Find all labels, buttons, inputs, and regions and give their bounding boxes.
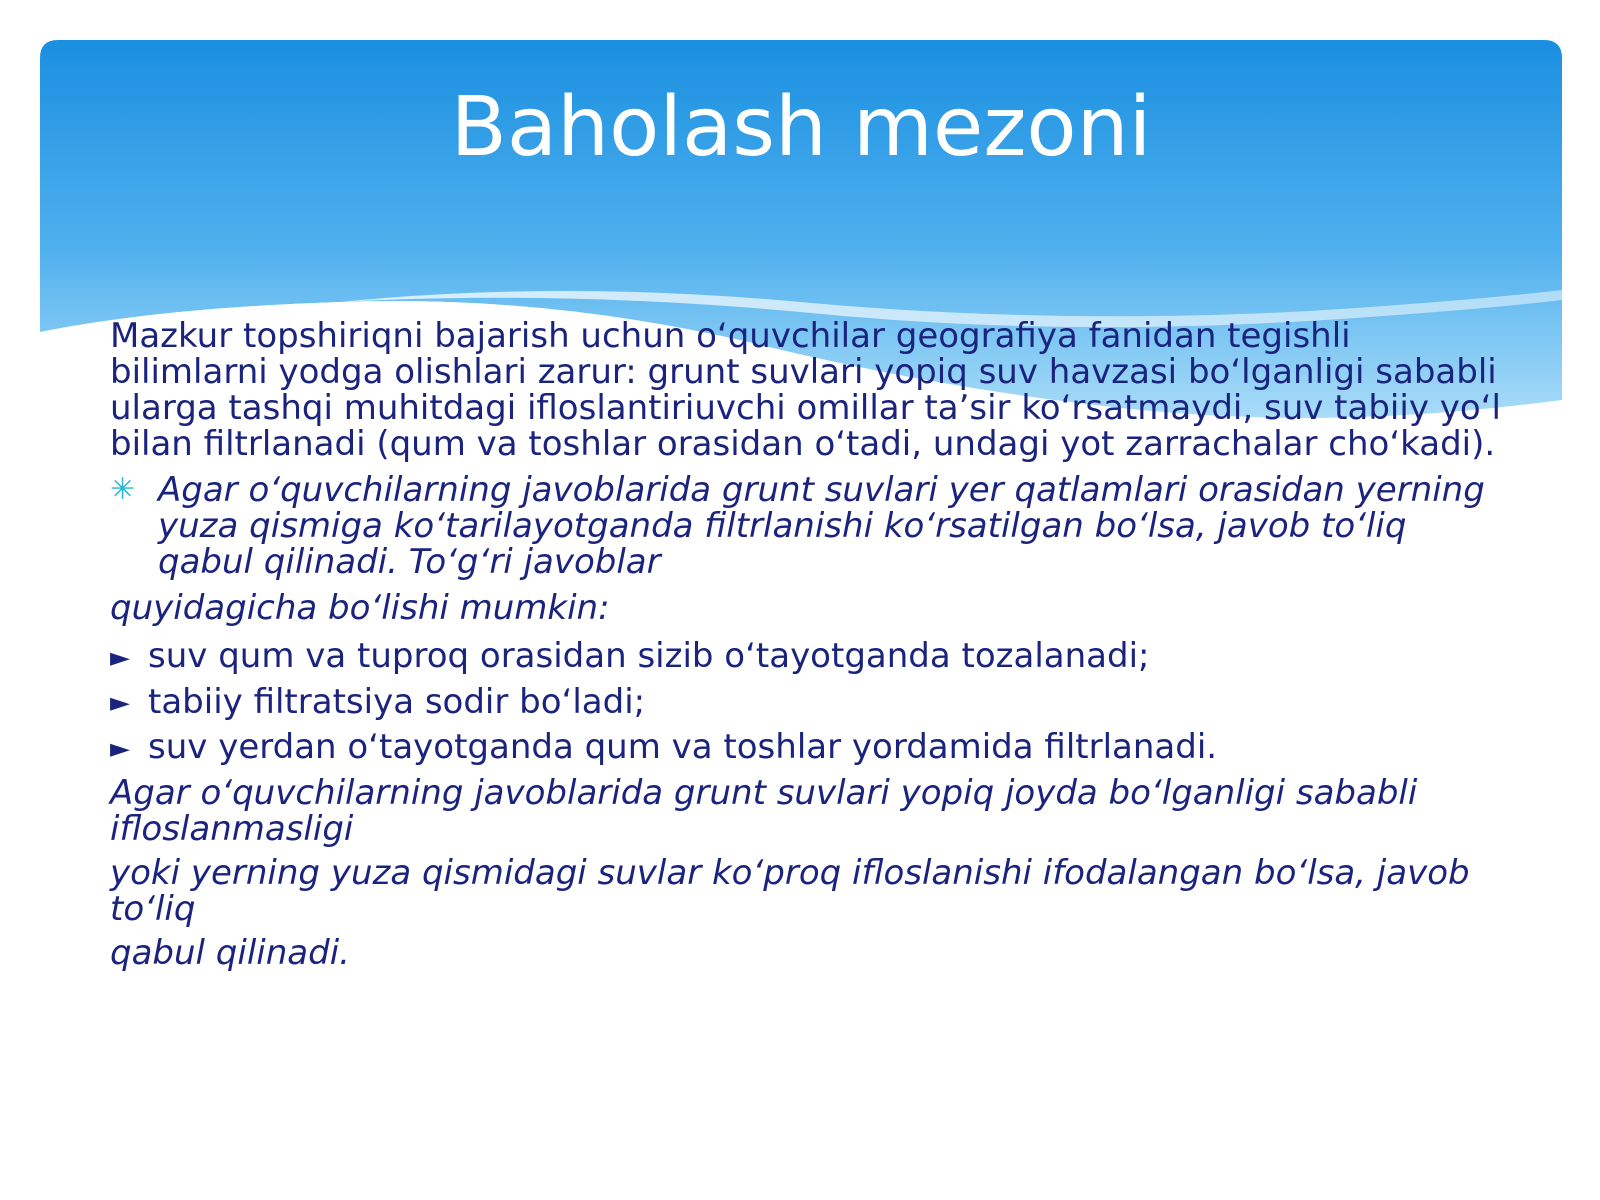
- arrow-list-item: [110, 725, 1510, 771]
- arrow-right-icon: ►: [110, 688, 130, 718]
- closing-line-2: yoki yerning yuza qismidagi suvlar ko‘proq ifloslanishi ifodalangan bo‘lsa, javob to‘liq: [110, 852, 1470, 929]
- closing-line-3: qabul qilinadi.: [110, 932, 350, 973]
- bullet-continuation: quyidagicha bo‘lishi mumkin:: [110, 588, 610, 628]
- arrow-item-text: suv qum va tuproq orasidan sizib o‘tayotganda tozalanadi;: [148, 636, 1150, 676]
- closing-line-1: Agar o‘quvchilarning javoblarida grunt suvlari yopiq joyda bo‘lganligi sababli ifloslanmasligi: [110, 772, 1418, 849]
- intro-paragraph: Mazkur topshiriqni bajarish uchun o‘quvchilar geografiya fanidan tegishli bilimlarni yodga olishlari zarur: grunt suvlari yopiq suv havzasi bo‘lganligi sababli ularga tashqi muhitdagi ifloslantiriuvchi omillar ta’sir ko‘rsatmaydi, suv tabiiy yo‘l bilan filtrlanadi (qum va toshlar orasidan o‘tadi, undagi yot zarrachalar cho‘kadi).: [110, 316, 1501, 464]
- arrow-right-icon: ►: [110, 642, 130, 673]
- asterisk-icon: ✳: [110, 472, 136, 507]
- arrow-item-text: suv yerdan o‘tayotganda qum va toshlar yordamida filtrlanadi.: [148, 727, 1218, 767]
- bullet-text: Agar o‘quvchilarning javoblarida grunt suvlari yer qatlamlari orasidan yerning yuza qismiga ko‘tarilayotganda filtrlanishi ko‘rsatilgan bo‘lsa, javob to‘liq qabul qilinadi. To‘g‘ri javoblar: [158, 470, 1485, 582]
- arrow-list-item: [110, 634, 1510, 680]
- slide-body: [110, 318, 1510, 971]
- bullet-item: [110, 472, 1510, 580]
- arrow-list-item: [110, 680, 1510, 726]
- arrow-right-icon: ►: [110, 733, 130, 764]
- arrow-item-text: tabiiy filtratsiya sodir bo‘ladi;: [148, 681, 646, 722]
- slide-title: Baholash mezoni: [450, 80, 1152, 175]
